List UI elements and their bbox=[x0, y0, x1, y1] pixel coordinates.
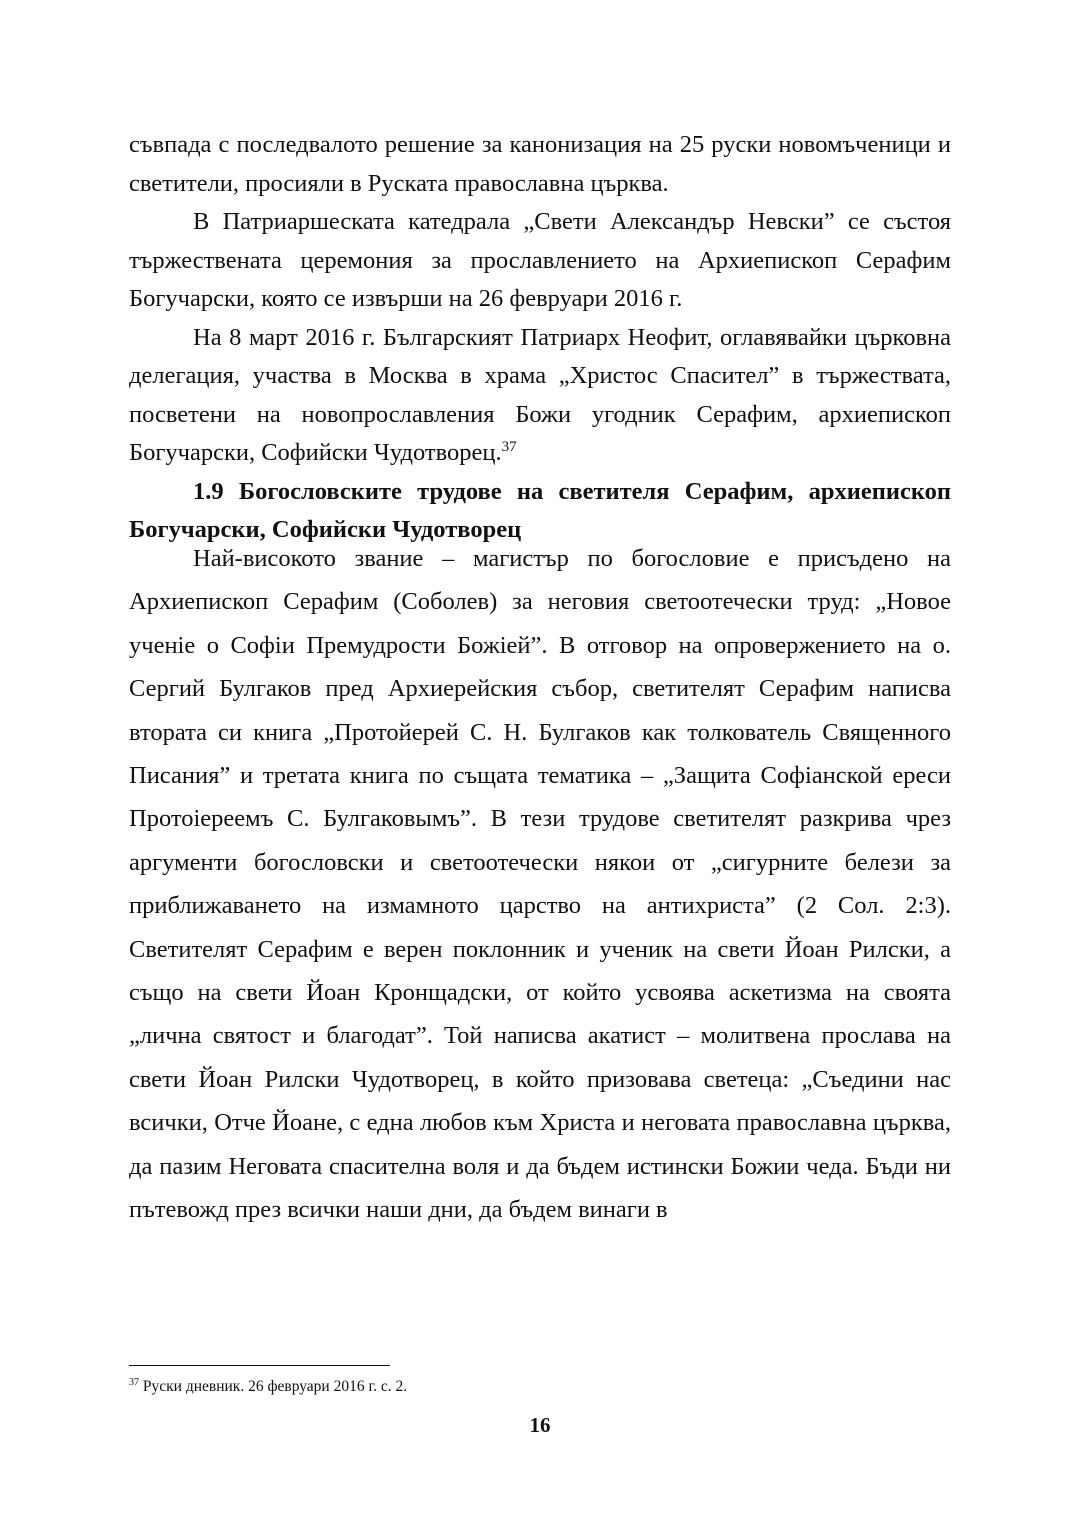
paragraph-continuation: съвпада с последвалото решение за канонизация на 25 руски новомъченици и светители, просияли в Руската православна църква. bbox=[129, 131, 951, 197]
body-text-lower bbox=[129, 537, 951, 1232]
footnote-number: 37 bbox=[129, 1377, 139, 1388]
footnote bbox=[129, 1377, 407, 1397]
footnote-separator bbox=[129, 1365, 390, 1366]
section-heading: 1.9 Богословските трудове на светителя Серафим, архиепископ Богучарски, Софийски Чудотворец bbox=[129, 477, 951, 543]
body-text-upper bbox=[129, 126, 951, 550]
page-number: 16 bbox=[529, 1413, 551, 1437]
paragraph-moscow bbox=[129, 319, 951, 473]
footnote-reference: 37 bbox=[501, 439, 517, 455]
footnote-text: Руски дневник. 26 февруари 2016 г. с. 2. bbox=[139, 1378, 408, 1395]
paragraph-ceremony: В Патриаршеската катедрала „Свети Александър Невски” се състоя тържествената церемония за прославлението на Архиепископ Серафим Богучарски, която се извърши на 26 февруари 2016 г. bbox=[129, 208, 951, 312]
paragraph-moscow-text: На 8 март 2016 г. Българският Патриарх Неофит, оглавявайки църковна делегация, участва в Москва в храма „Христос Спасител” в тържествата, посветени на новопрославления Божи угодник Серафим, архиепископ Богучарски, Софийски Чудотворец. bbox=[129, 323, 951, 466]
paragraph-theological-works: Най-високото звание – магистър по богословие е присъдено на Архиепископ Серафим (Соболев) за неговия светоотечески труд: „Новое ученіе о Софіи Премудрости Божіей”. В отговор на опровержението на о. Сергий Булгаков пред Архиерейския събор, светителят Серафим написва втората си книга „Протойерей С. Н. Булгаков как толкователь Священного Писания” и третата книга по същата тематика – „Защита Софіанской ереси Протоіереемъ С. Булгаковымъ”. В тези трудове светителят разкрива чрез аргументи богословски и светоотечески някои от „сигурните белези за приближаването на измамното царство на антихриста” (2 Сол. 2:3). Светителят Серафим е верен поклонник и ученик на свети Йоан Рилски, а също на свети Йоан Кронщадски, от който усвоява аскетизма на своята „лична святост и благодат”. Той написва акатист – молитвена прослава на свети Йоан Рилски Чудотворец, в който призовава светеца: „Съедини нас всички, Отче Йоане, с една любов към Христа и неговата православна църква, да пазим Неговата спасителна воля и да бъдем истински Божии чеда. Бъди ни пътевожд през всички наши дни, да бъдем винаги в bbox=[129, 545, 951, 1224]
